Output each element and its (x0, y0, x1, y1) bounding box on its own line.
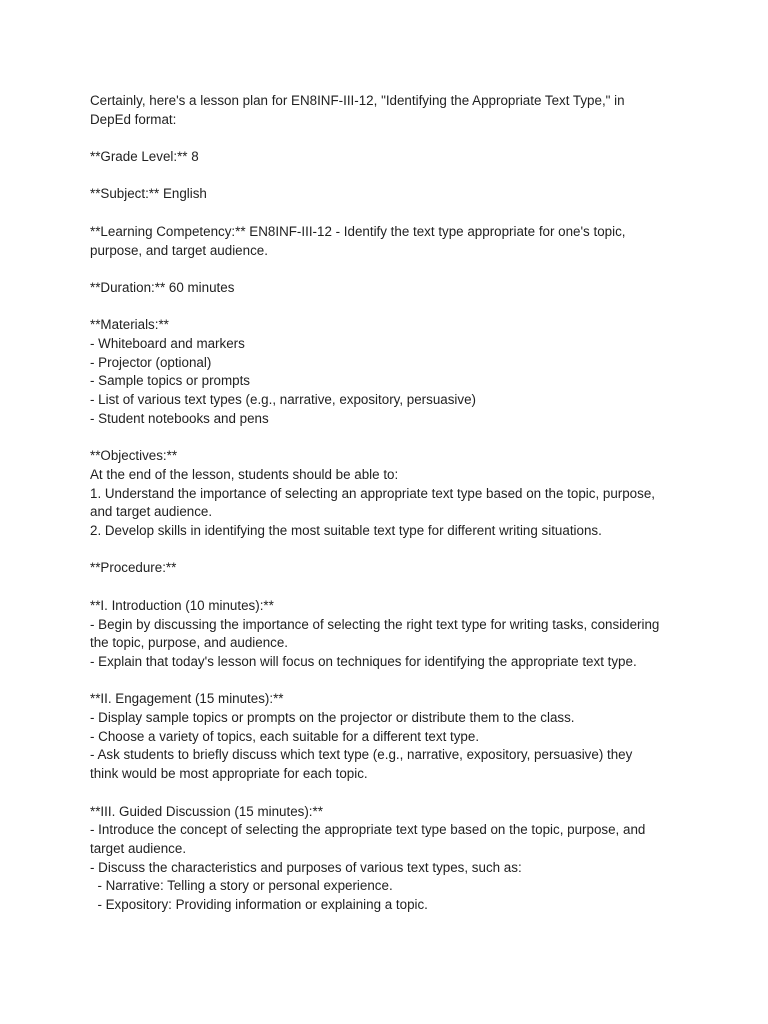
engagement-heading: **II. Engagement (15 minutes):** (90, 691, 284, 707)
list-item: - Discuss the characteristics and purposes of various text types, such as: (90, 859, 522, 875)
materials-heading: **Materials:** (90, 317, 169, 333)
blank-line (90, 784, 690, 803)
list-item: - Whiteboard and markers (90, 336, 245, 352)
list-item: 1. Understand the importance of selecting an appropriate text type based on the topic, purpose, (90, 485, 655, 501)
list-item: 2. Develop skills in identifying the most suitable text type for different writing situations. (90, 523, 602, 539)
text-line: target audience. (90, 840, 187, 856)
grade-level-line: **Grade Level:** 8 (90, 149, 199, 165)
blank-line (90, 167, 690, 186)
introduction-heading: **I. Introduction (10 minutes):** (90, 597, 274, 613)
duration-line: **Duration:** 60 minutes (90, 279, 235, 295)
text-line: purpose, and target audience. (90, 242, 268, 258)
blank-line (90, 578, 690, 597)
blank-line (90, 129, 690, 148)
list-item: - Explain that today's lesson will focus on techniques for identifying the appropriate text type. (90, 653, 637, 669)
list-item: - Ask students to briefly discuss which text type (e.g., narrative, expository, persuasive) they (90, 747, 633, 763)
blank-line (90, 260, 690, 279)
sub-list-item: - Narrative: Telling a story or personal experience. (90, 878, 393, 894)
guided-discussion-heading: **III. Guided Discussion (15 minutes):** (90, 803, 323, 819)
text-line: think would be most appropriate for each topic. (90, 766, 368, 782)
list-item: - List of various text types (e.g., narrative, expository, persuasive) (90, 392, 477, 408)
blank-line (90, 204, 690, 223)
list-item: - Introduce the concept of selecting the appropriate text type based on the topic, purpose, and (90, 822, 646, 838)
blank-line (90, 429, 690, 448)
blank-line (90, 672, 690, 691)
text-line: the topic, purpose, and audience. (90, 635, 289, 651)
subject-line: **Subject:** English (90, 186, 207, 202)
list-item: - Projector (optional) (90, 354, 212, 370)
procedure-heading: **Procedure:** (90, 560, 177, 576)
text-line: DepEd format: (90, 111, 177, 127)
list-item: - Choose a variety of topics, each suitable for a different text type. (90, 728, 480, 744)
list-item: - Student notebooks and pens (90, 410, 269, 426)
list-item: - Sample topics or prompts (90, 373, 251, 389)
document-body (90, 92, 690, 915)
sub-list-item: - Expository: Providing information or explaining a topic. (90, 897, 428, 913)
learning-competency-line: **Learning Competency:** EN8INF-III-12 - Identify the text type appropriate for one's topic, (90, 223, 626, 239)
objectives-heading: **Objectives:** (90, 448, 178, 464)
text-line: and target audience. (90, 504, 213, 520)
list-item: - Display sample topics or prompts on the projector or distribute them to the class. (90, 710, 575, 726)
blank-line (90, 298, 690, 317)
blank-line (90, 541, 690, 560)
list-item: - Begin by discussing the importance of selecting the right text type for writing tasks, considering (90, 616, 660, 632)
text-line: Certainly, here's a lesson plan for EN8INF-III-12, "Identifying the Appropriate Text Type," in (90, 93, 625, 108)
text-line: At the end of the lesson, students should be able to: (90, 466, 399, 482)
